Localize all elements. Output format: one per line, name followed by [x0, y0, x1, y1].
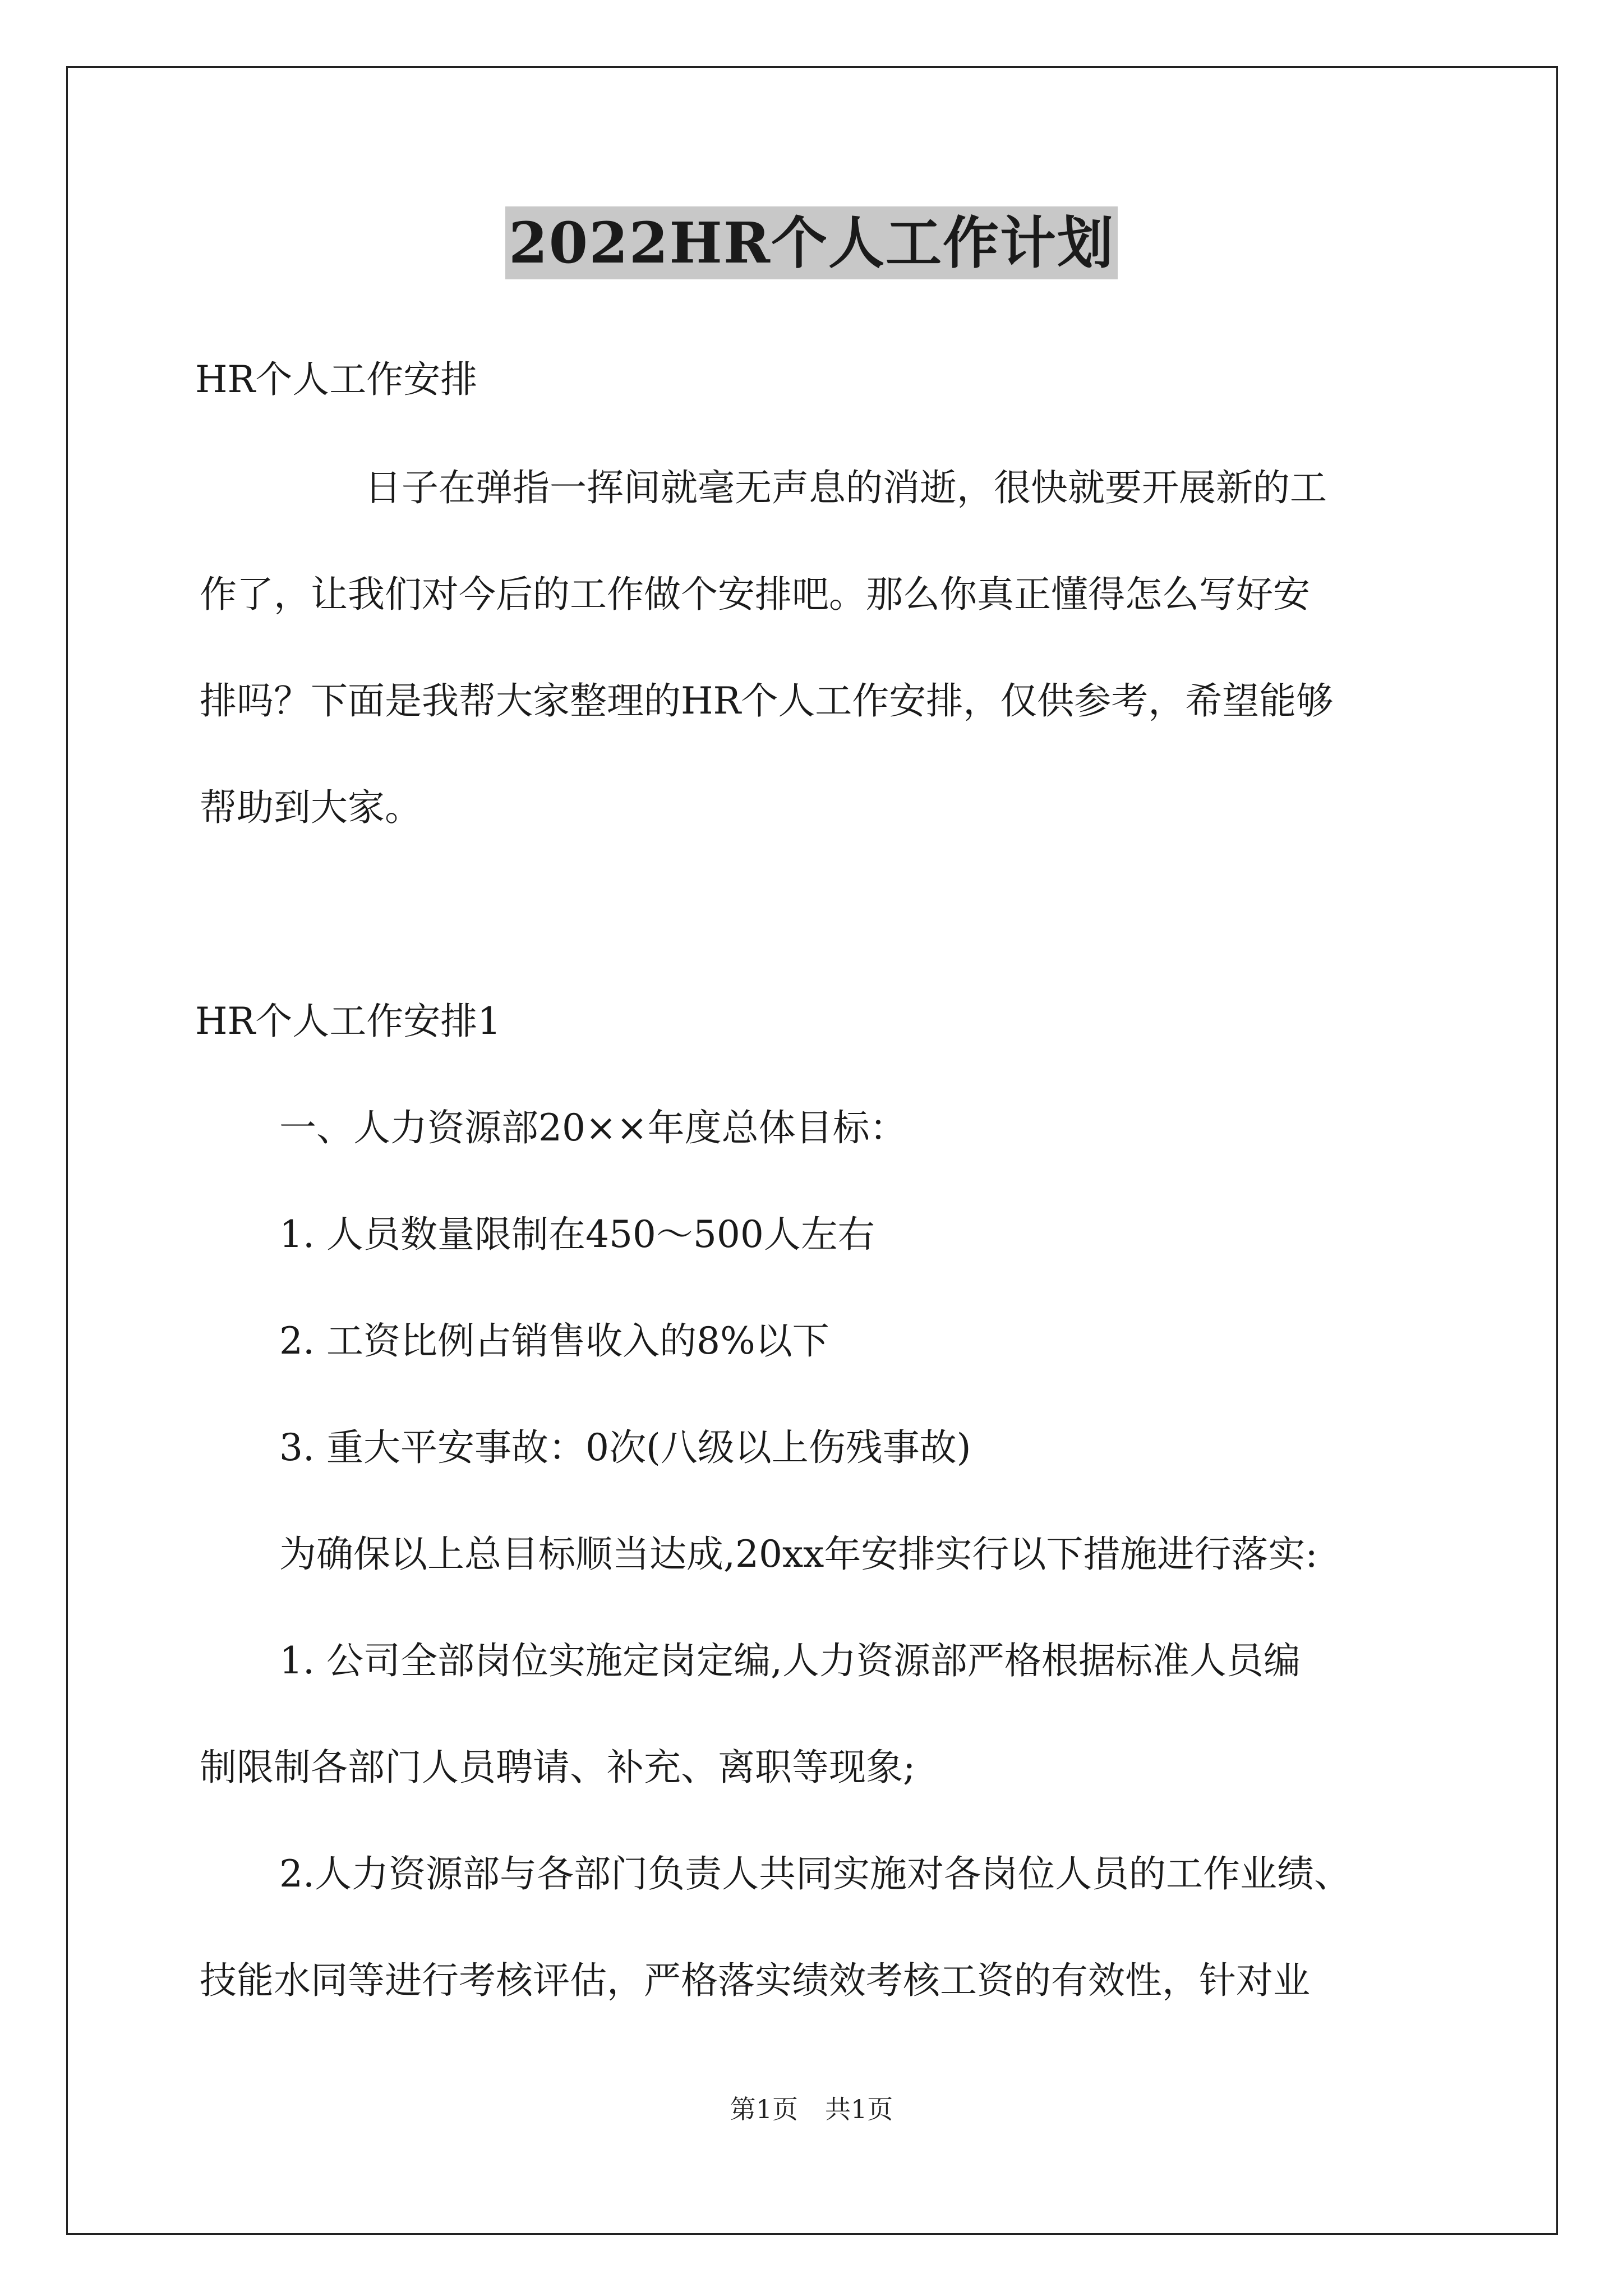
page-total: 共1页 — [825, 2094, 893, 2124]
section-heading: HR个人工作安排1 — [195, 1000, 501, 1043]
intro-line-1: 日子在弹指一挥间就毫无声息的消逝，很快就要开展新的工 — [365, 466, 1327, 509]
goal-item-3: 3. 重大平安事故：0次(八级以上伤残事故) — [279, 1426, 971, 1469]
measures-intro: 为确保以上总目标顺当达成,20xx年安排实行以下措施进行落实: — [279, 1533, 1318, 1576]
intro-line-3: 排吗？下面是我帮大家整理的HR个人工作安排，仅供参考，希望能够 — [200, 679, 1334, 723]
goal-item-2: 2. 工资比例占销售收入的8%以下 — [279, 1319, 829, 1363]
page-number: 第1页 — [730, 2094, 798, 2124]
page-footer — [0, 2092, 1623, 2126]
measure-2-line-2: 技能水同等进行考核评估，严格落实绩效考核工资的有效性，针对业 — [200, 1959, 1310, 2002]
intro-line-4: 帮助到大家。 — [200, 786, 422, 829]
measure-1-line-1: 1. 公司全部岗位实施定岗定编,人力资源部严格根据标准人员编 — [279, 1639, 1301, 1682]
intro-line-2: 作了，让我们对今后的工作做个安排吧。那么你真正懂得怎么写好安 — [200, 573, 1310, 616]
measure-2-line-1: 2.人力资源部与各部门负责人共同实施对各岗位人员的工作业绩、 — [279, 1852, 1351, 1895]
measure-1-line-2: 制限制各部门人员聘请、补充、离职等现象; — [200, 1746, 916, 1789]
section-subtitle: HR个人工作安排 — [195, 358, 478, 401]
document-title: 2022HR个人工作计划 — [505, 206, 1118, 279]
goal-item-1: 1. 人员数量限制在450～500人左右 — [279, 1213, 875, 1256]
goals-heading: 一、人力资源部20××年度总体目标： — [279, 1106, 907, 1149]
document-title-wrap — [0, 206, 1623, 279]
